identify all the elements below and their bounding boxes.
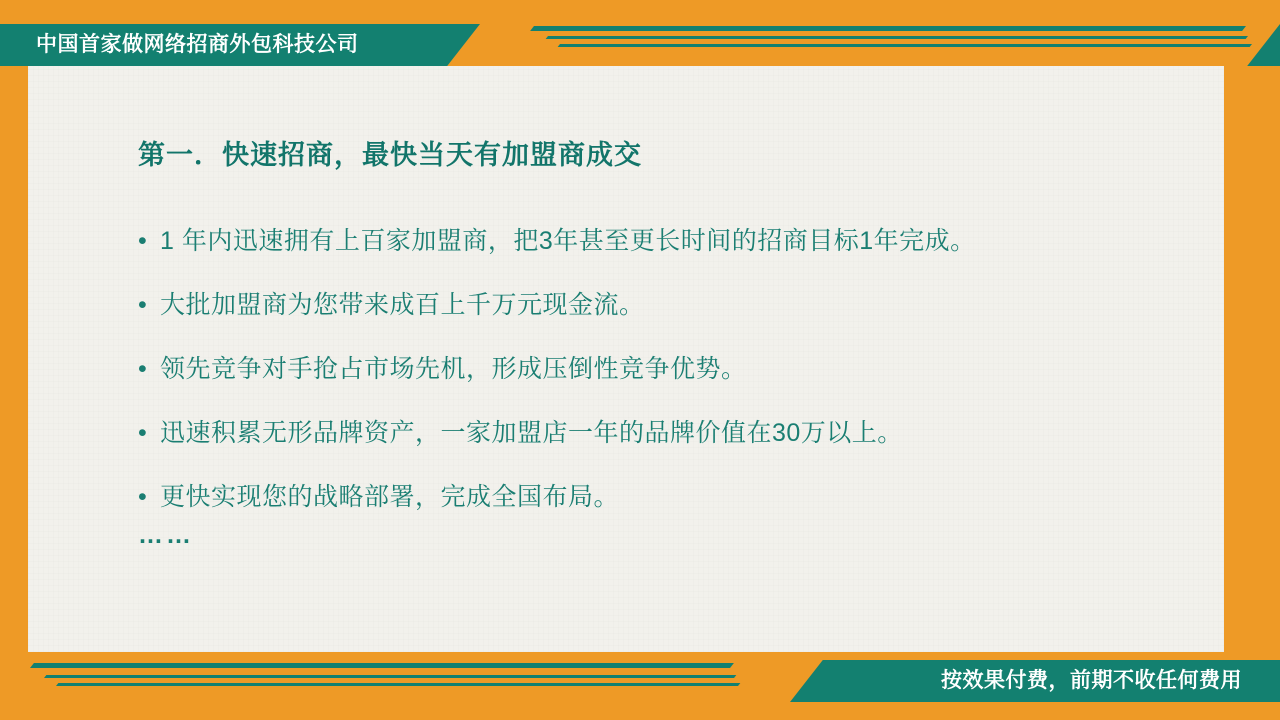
list-item-text: 大批加盟商为您带来成百上千万元现金流。: [160, 291, 645, 319]
footer-stripe: [56, 683, 740, 686]
list-item-text: 迅速积累无形品牌资产，一家加盟店一年的品牌价值在30万以上。: [160, 419, 903, 447]
list-item: [138, 354, 1208, 384]
slide-heading: 第一．快速招商，最快当天有加盟商成交: [138, 140, 642, 170]
bullet-dot-icon: •: [138, 227, 147, 255]
bullet-dot-icon: •: [138, 419, 147, 447]
list-item-text: 领先竞争对手抢占市场先机，形成压倒性竞争优势。: [160, 355, 747, 383]
footer-stripe: [44, 675, 736, 678]
list-item-text: 更快实现您的战略部署，完成全国布局。: [160, 483, 620, 511]
content-panel: [28, 66, 1224, 652]
footer-stripe: [30, 663, 734, 668]
bullet-dot-icon: •: [138, 291, 147, 319]
list-item: [138, 226, 1208, 256]
bullet-dot-icon: •: [138, 483, 147, 511]
header-stripe: [546, 36, 1248, 39]
list-item: [138, 290, 1208, 320]
trailing-ellipsis: ……: [138, 521, 194, 549]
header-stripe: [530, 26, 1246, 31]
list-item: [138, 418, 1208, 448]
slide-body: [28, 66, 1224, 652]
bullet-list: [138, 226, 1208, 546]
header-stripe: [558, 44, 1252, 47]
bullet-dot-icon: •: [138, 355, 147, 383]
list-item: [138, 482, 1208, 512]
list-item-text: 1 年内迅速拥有上百家加盟商，把3年甚至更长时间的招商目标1年完成。: [160, 227, 976, 255]
footer-note: 按效果付费，前期不收任何费用: [941, 669, 1242, 692]
header-title: 中国首家做网络招商外包科技公司: [36, 33, 359, 56]
